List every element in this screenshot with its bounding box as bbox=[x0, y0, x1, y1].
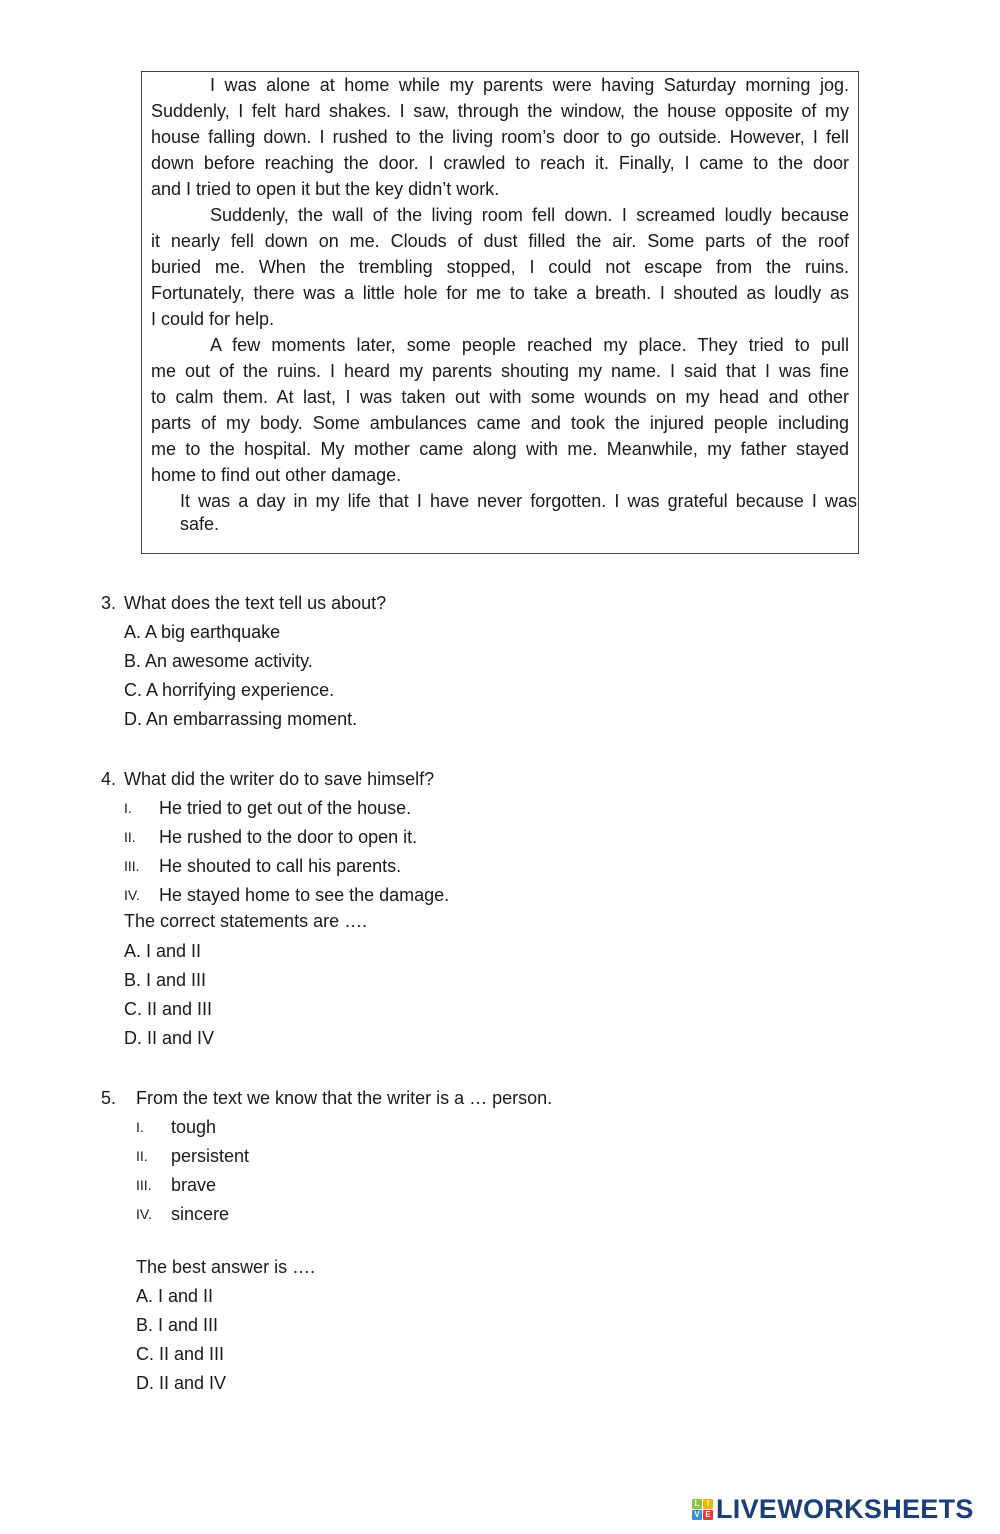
passage-line: to calm them. At last, I was taken out with some wounds on my head and other bbox=[151, 387, 849, 407]
answer-option: D. An embarrassing moment. bbox=[124, 709, 358, 729]
passage-line: Suddenly, the wall of the living room fell down. I screamed loudly because bbox=[210, 205, 849, 225]
statement-text: He shouted to call his parents. bbox=[159, 856, 402, 876]
liveworksheets-logo bbox=[692, 1494, 974, 1525]
statement-numeral: III. bbox=[136, 1177, 152, 1193]
passage-line: me out of the ruins. I heard my parents shouting my name. I said that I was fine bbox=[151, 361, 849, 381]
statement-numeral: I. bbox=[124, 800, 132, 816]
passage-line: and I tried to open it but the key didn’t work. bbox=[151, 179, 500, 199]
logo-tiles-icon: L I V E bbox=[692, 1499, 713, 1520]
question-number: 3. bbox=[101, 593, 117, 613]
passage-line: home to find out other damage. bbox=[151, 465, 402, 485]
question-text: What does the text tell us about? bbox=[124, 593, 387, 613]
passage-closing-line: safe. bbox=[180, 514, 220, 534]
statement-text: persistent bbox=[171, 1146, 250, 1166]
answer-option: A. A big earthquake bbox=[124, 622, 281, 642]
answer-option: B. I and III bbox=[124, 970, 207, 990]
statement-numeral: IV. bbox=[136, 1206, 152, 1222]
answer-option: A. I and II bbox=[136, 1286, 214, 1306]
question-prompt: The best answer is …. bbox=[136, 1257, 316, 1277]
question-text: From the text we know that the writer is a … person. bbox=[136, 1088, 553, 1108]
passage-line: it nearly fell down on me. Clouds of dust filled the air. Some parts of the roof bbox=[151, 231, 849, 251]
statement-text: He tried to get out of the house. bbox=[159, 798, 412, 818]
answer-option: D. II and IV bbox=[136, 1373, 227, 1393]
statement-numeral: III. bbox=[124, 858, 140, 874]
passage-line: I was alone at home while my parents were having Saturday morning jog. bbox=[210, 75, 849, 95]
answer-option: B. I and III bbox=[136, 1315, 219, 1335]
passage-line: down before reaching the door. I crawled to reach it. Finally, I came to the door bbox=[151, 153, 849, 173]
statement-numeral: II. bbox=[136, 1148, 148, 1164]
statement-numeral: IV. bbox=[124, 887, 140, 903]
statement-text: sincere bbox=[171, 1204, 230, 1224]
statement-text: tough bbox=[171, 1117, 217, 1137]
answer-option: A. I and II bbox=[124, 941, 202, 961]
passage-line: A few moments later, some people reached my place. They tried to pull bbox=[210, 335, 849, 355]
passage-closing-line: It was a day in my life that I have never forgotten. I was grateful because I was bbox=[180, 491, 857, 511]
answer-option: D. II and IV bbox=[124, 1028, 215, 1048]
answer-option: C. II and III bbox=[136, 1344, 225, 1364]
passage-line: buried me. When the trembling stopped, I could not escape from the ruins. bbox=[151, 257, 849, 277]
statement-numeral: I. bbox=[136, 1119, 144, 1135]
passage-line: Suddenly, I felt hard shakes. I saw, through the window, the house opposite of my bbox=[151, 101, 849, 121]
question-number: 4. bbox=[101, 769, 117, 789]
question-text: What did the writer do to save himself? bbox=[124, 769, 435, 789]
answer-option: C. A horrifying experience. bbox=[124, 680, 335, 700]
statement-text: He stayed home to see the damage. bbox=[159, 885, 450, 905]
statement-text: brave bbox=[171, 1175, 217, 1195]
answer-option: C. II and III bbox=[124, 999, 213, 1019]
question-number: 5. bbox=[101, 1088, 117, 1108]
passage-line: I could for help. bbox=[151, 309, 275, 329]
answer-option: B. An awesome activity. bbox=[124, 651, 313, 671]
passage-line: me to the hospital. My mother came along with me. Meanwhile, my father stayed bbox=[151, 439, 849, 459]
question-prompt: The correct statements are …. bbox=[124, 911, 368, 931]
statement-text: He rushed to the door to open it. bbox=[159, 827, 418, 847]
logo-text: LIVEWORKSHEETS bbox=[716, 1494, 974, 1524]
passage-line: parts of my body. Some ambulances came and took the injured people including bbox=[151, 413, 849, 433]
statement-numeral: II. bbox=[124, 829, 136, 845]
passage-line: house falling down. I rushed to the living room’s door to go outside. However, I fell bbox=[151, 127, 849, 147]
passage-line: Fortunately, there was a little hole for me to take a breath. I shouted as loudly as bbox=[151, 283, 849, 303]
